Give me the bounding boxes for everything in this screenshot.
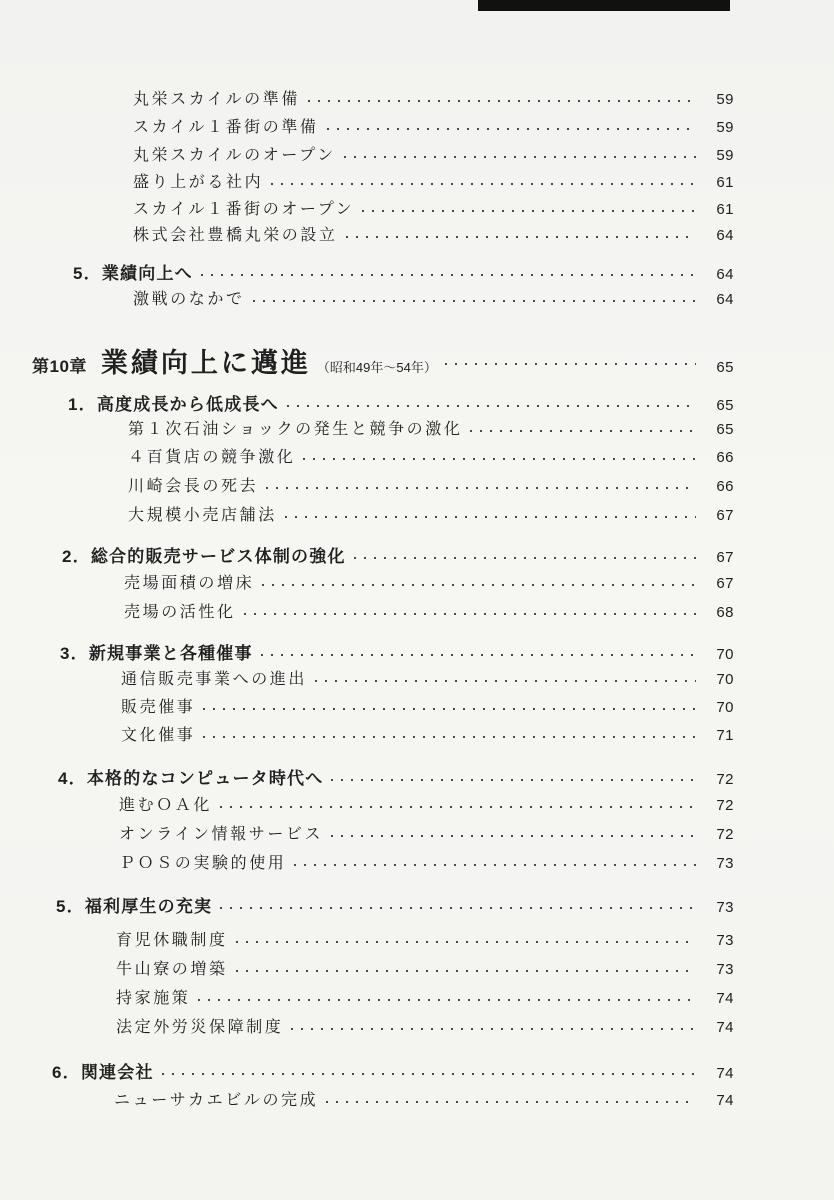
toc-section-page: 72 [716, 771, 734, 788]
toc-section-page: 67 [716, 549, 734, 566]
dot-leader [466, 430, 696, 432]
dot-leader [262, 487, 696, 489]
toc-item-page: 74 [716, 1092, 734, 1109]
dot-leader [197, 274, 696, 276]
dot-leader [240, 613, 696, 615]
dot-leader [283, 405, 696, 407]
toc-item[interactable] [128, 416, 734, 439]
toc-section-page: 74 [716, 1065, 734, 1082]
dot-leader [290, 864, 696, 866]
dot-leader [232, 941, 696, 943]
toc-chapter-page: 65 [716, 359, 734, 376]
toc-item-title: オンライン情報サービス [119, 824, 324, 843]
toc-item[interactable] [128, 473, 734, 496]
toc-item-page: 74 [716, 990, 734, 1007]
toc-item[interactable] [128, 444, 734, 467]
toc-item-title: スカイル１番街の準備 [133, 117, 319, 136]
toc-item-title: 川崎会長の死去 [128, 476, 259, 495]
toc-item-title: ＰＯＳの実験的使用 [119, 853, 287, 872]
toc-item-page: 59 [716, 119, 734, 136]
toc-section-title: 4．本格的なコンピュータ時代へ [58, 769, 324, 788]
dot-leader [216, 907, 696, 909]
toc-item-page: 70 [716, 699, 734, 716]
toc-item[interactable] [121, 666, 734, 689]
toc-item-page: 67 [716, 507, 734, 524]
toc-item-title: ４百貨店の競争激化 [128, 447, 296, 466]
dot-leader [199, 708, 696, 710]
toc-section-title: 5．業績向上へ [73, 264, 193, 283]
toc-item-page: 61 [716, 201, 734, 218]
toc-section-title: 5．福利厚生の充実 [56, 897, 213, 916]
toc-item[interactable] [133, 169, 734, 192]
toc-item-page: 70 [716, 671, 734, 688]
toc-item-title: 持家施策 [116, 988, 191, 1007]
toc-item[interactable] [128, 502, 734, 525]
toc-item-page: 66 [716, 449, 734, 466]
toc-section-page: 73 [716, 899, 734, 916]
dot-leader [342, 236, 696, 238]
chapter-period: （昭和49年～54年） [316, 360, 437, 375]
dot-leader [281, 516, 696, 518]
toc-item[interactable] [124, 599, 734, 622]
toc-item-title: 丸栄スカイルのオープン [133, 145, 336, 164]
dot-leader [258, 584, 696, 586]
toc-item-page: 61 [716, 174, 734, 191]
dot-leader [304, 100, 696, 102]
toc-section-title: 1．高度成長から低成長へ [68, 395, 279, 414]
dot-leader [249, 300, 696, 302]
toc-item[interactable] [133, 86, 734, 109]
toc-item-title: 文化催事 [121, 725, 196, 744]
dot-leader [311, 680, 696, 682]
toc-section-title: 6．関連会社 [52, 1063, 154, 1082]
toc-item[interactable] [114, 1087, 734, 1110]
toc-section[interactable] [68, 390, 734, 415]
dot-leader [327, 835, 696, 837]
toc-section-title: 3．新規事業と各種催事 [60, 644, 253, 663]
chapter-number: 第10章 [32, 357, 87, 376]
toc-section-title: 2．総合的販売サービス体制の強化 [62, 547, 346, 566]
toc-item-title: 激戦のなかで [133, 289, 245, 308]
dot-leader [287, 1028, 696, 1030]
toc-item-page: 73 [716, 961, 734, 978]
dot-leader [340, 156, 696, 158]
toc-item-page: 73 [716, 932, 734, 949]
dot-leader [267, 183, 696, 185]
toc-item-page: 64 [716, 227, 734, 244]
dot-leader [257, 654, 696, 656]
dot-leader [323, 128, 696, 130]
toc-item-title: 通信販売事業への進出 [121, 669, 308, 688]
toc-item-title: 株式会社豊橋丸栄の設立 [133, 225, 338, 244]
toc-item-title: 丸栄スカイルの準備 [133, 89, 300, 108]
toc-section[interactable] [73, 259, 734, 284]
toc-item[interactable] [121, 694, 734, 717]
toc-section[interactable] [52, 1058, 734, 1083]
toc-item[interactable] [119, 850, 734, 873]
toc-section-page: 70 [716, 646, 734, 663]
toc-item-page: 74 [716, 1019, 734, 1036]
dot-leader [194, 999, 696, 1001]
dot-leader [358, 210, 696, 212]
toc-item[interactable] [116, 956, 734, 979]
toc-item-page: 72 [716, 797, 734, 814]
toc-item[interactable] [133, 196, 734, 219]
toc-item[interactable] [124, 570, 734, 593]
toc-item-title: 牛山寮の増築 [116, 959, 228, 978]
toc-item-title: 第１次石油ショックの発生と競争の激化 [128, 419, 463, 438]
toc-item[interactable] [116, 927, 734, 950]
toc-item-title: スカイル１番街のオープン [133, 199, 355, 218]
toc-item-title: 売場の活性化 [124, 602, 236, 621]
dot-leader [158, 1073, 696, 1075]
dot-leader [327, 779, 696, 781]
dot-leader [299, 458, 696, 460]
toc-item-title: 育児休職制度 [116, 930, 228, 949]
toc-item-title: 販売催事 [121, 697, 196, 716]
toc-section[interactable] [56, 892, 734, 917]
dot-leader [199, 736, 696, 738]
toc-item-page: 66 [716, 478, 734, 495]
toc-item-title: ニューサカエビルの完成 [114, 1090, 319, 1109]
dot-leader [350, 557, 696, 559]
dot-leader [232, 970, 696, 972]
toc-item-page: 73 [716, 855, 734, 872]
toc-item-title: 大規模小売店舗法 [128, 505, 277, 524]
toc-section-page: 65 [716, 397, 734, 414]
toc-item-page: 59 [716, 147, 734, 164]
toc-section[interactable] [58, 764, 734, 789]
dot-leader [441, 363, 696, 365]
toc-chapter[interactable] [32, 341, 734, 380]
toc-item-page: 71 [716, 727, 734, 744]
dot-leader [322, 1101, 696, 1103]
toc-item[interactable] [116, 1014, 734, 1037]
toc-item-title: 法定外労災保障制度 [116, 1017, 284, 1036]
toc-item[interactable] [121, 722, 734, 745]
chapter-title: 業績向上に邁進 [100, 348, 311, 378]
toc-item-page: 59 [716, 91, 734, 108]
toc-item-title: 盛り上がる社内 [133, 172, 264, 191]
toc-item-page: 68 [716, 604, 734, 621]
toc-item[interactable] [133, 286, 734, 309]
dot-leader [216, 806, 696, 808]
toc-section-page: 64 [716, 266, 734, 283]
toc-item[interactable] [119, 792, 734, 815]
toc-item[interactable] [116, 985, 734, 1008]
toc-item[interactable] [133, 142, 734, 165]
toc-item-page: 64 [716, 291, 734, 308]
toc-item[interactable] [133, 222, 734, 245]
toc-item-page: 72 [716, 826, 734, 843]
toc-item-title: 進むＯＡ化 [119, 795, 213, 814]
toc-item-page: 65 [716, 421, 734, 438]
toc-item-title: 売場面積の増床 [124, 573, 255, 592]
toc-item-page: 67 [716, 575, 734, 592]
toc-item[interactable] [119, 821, 734, 844]
toc-section[interactable] [62, 542, 734, 567]
toc-item[interactable] [133, 114, 734, 137]
toc-section[interactable] [60, 639, 734, 664]
